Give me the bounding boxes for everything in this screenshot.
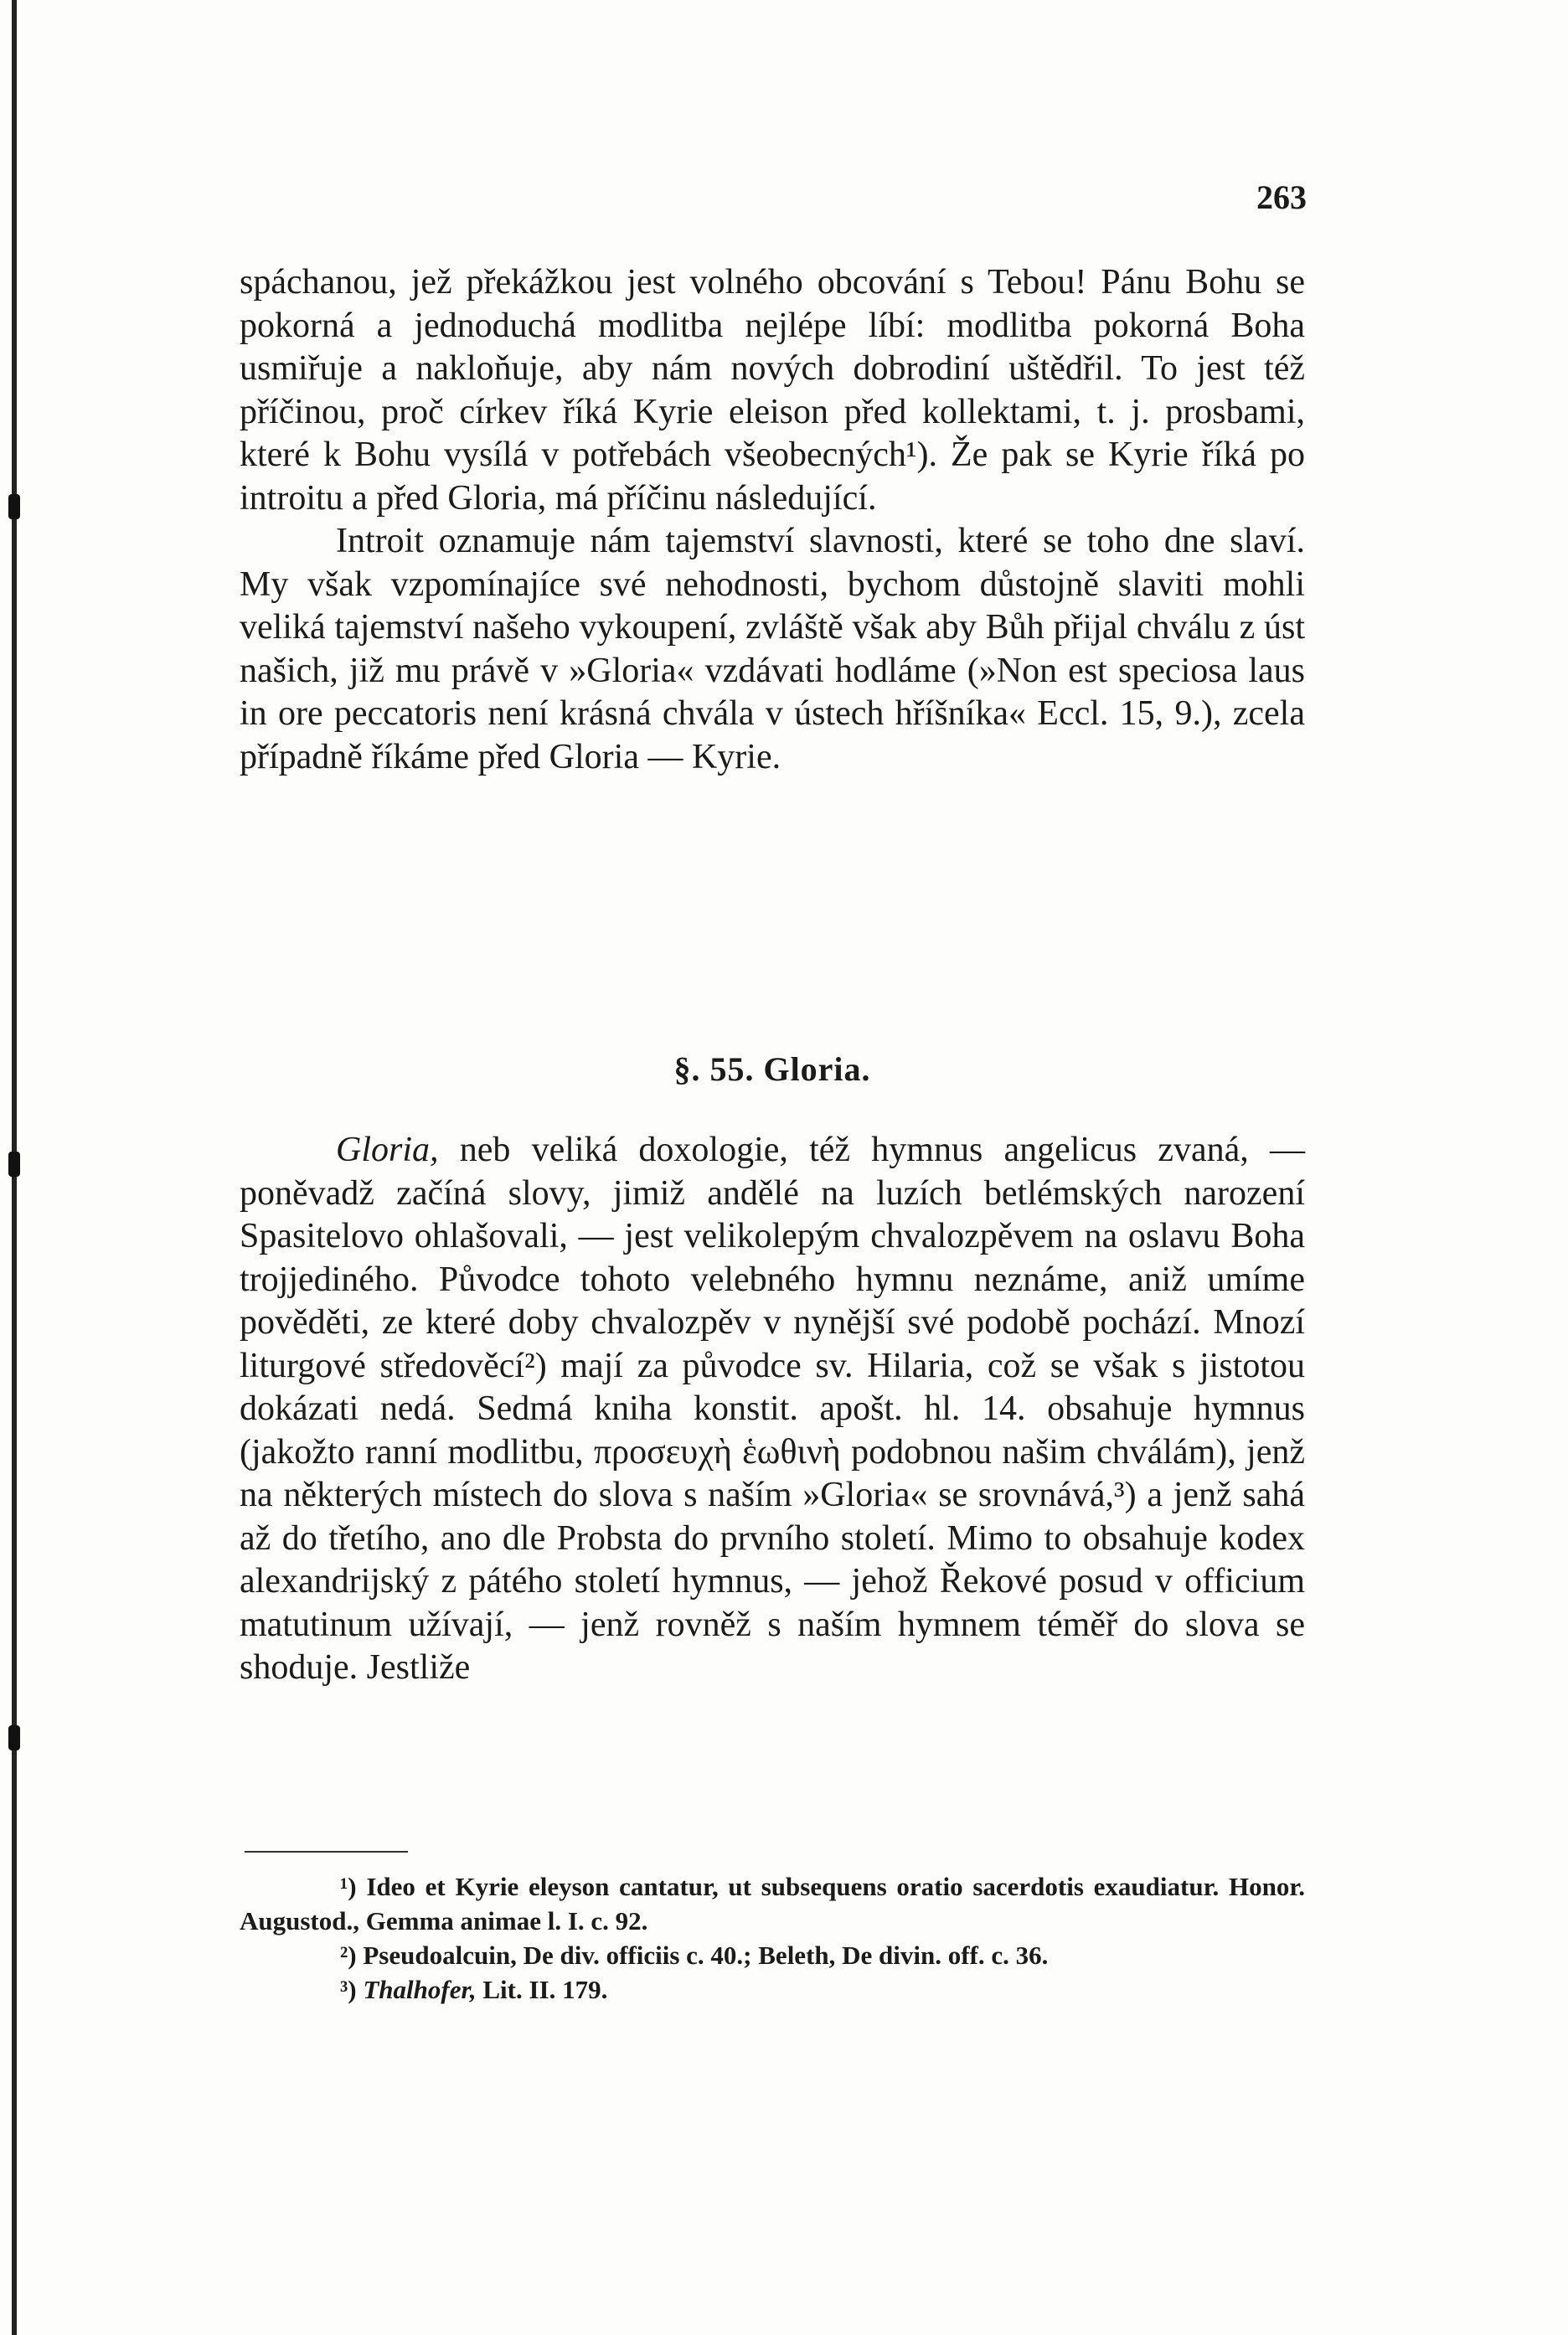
footnote-3-text: Lit. II. 179. [476, 1975, 608, 2004]
section-heading: §. 55. Gloria. [673, 1050, 871, 1088]
main-text [240, 261, 1305, 779]
footnote-3-author: Thalhofer, [363, 1975, 477, 2004]
footnotes [240, 1869, 1305, 2007]
gloria-paragraph-text: neb veliká doxologie, též hymnus angelicus zvaná, — poněvadž začíná slovy, jimiž andělé na luzích betlémských narození Spasitelovo ohlašovali, — jest velikolepým chvalozpěvem na oslavu Boha trojjediného. Původce tohoto velebného hymnu neznáme, aniž umíme pověděti, ze které doby chvalozpěv v nynější své podobě pochází. Mnozí liturgové středověcí²) mají za původce sv. Hilaria, což se však s jistotou dokázati nedá. Sedmá kniha konstit. apošt. hl. 14. obsahuje hymnus (jakožto ranní modlitbu, προσευχὴ ἑωθινὴ podobnou našim chválám), jenž na některých místech do slova s naším »Gloria« se srovnává,³) a jenž sahá až do třetího, ano dle Probsta do prvního století. Mimo to obsahuje kodex alexandrijský z pátého století hymnus, — jehož Řekové posud v officium matutinum užívají, — jenž rovněž s naším hymnem téměř do slova se shoduje. Jestliže [240, 1131, 1305, 1687]
footnote-2: ²) Pseudoalcuin, De div. officiis c. 40.; Beleth, De divin. off. c. 36. [340, 1941, 1049, 1970]
binding-mark [8, 1152, 20, 1177]
gloria-term: Gloria, [336, 1131, 439, 1169]
footnote-3-marker: ³) [340, 1975, 364, 2004]
page-number: 263 [1256, 178, 1307, 216]
binding-mark [8, 494, 20, 519]
binding-mark [8, 1725, 20, 1750]
footnote-3 [240, 1972, 1305, 2007]
introit-paragraph: Introit oznamuje nám tajemství slavnosti, které se toho dne slaví. My však vzpomínajíce své nehodnosti, bychom důstojně slaviti mohli veliká tajemství našeho vykoupení, zvláště však aby Bůh přijal chválu z úst našich, již mu právě v »Gloria« vzdávati hodláme (»Non est speciosa laus in ore peccatoris není krásná chvála v ústech hříšníka« Eccl. 15, 9.), zcela případně říkáme před Gloria — Kyrie. [240, 522, 1305, 776]
continuation-paragraph: spáchanou, jež překážkou jest volného obcování s Tebou! Pánu Bohu se pokorná a jednoduchá modlitba nejlépe líbí: modlitba pokorná Boha usmiřuje a nakloňuje, aby nám nových dobrodiní uštědřil. To jest též příčinou, proč církev říká Kyrie eleison před kollektami, t. j. prosbami, které k Bohu vysílá v potřebách všeobecných¹). Že pak se Kyrie říká po introitu a před Gloria, má příčinu následující. [240, 263, 1305, 518]
gloria-paragraph [240, 1129, 1305, 1690]
gloria-text [240, 1129, 1305, 1690]
footnote-divider [245, 1851, 408, 1853]
footnote-1: ¹) Ideo et Kyrie eleyson cantatur, ut subsequens oratio sacerdotis exaudiatur. Honor. Augustod., Gemma animae l. I. c. 92. [240, 1872, 1305, 1936]
